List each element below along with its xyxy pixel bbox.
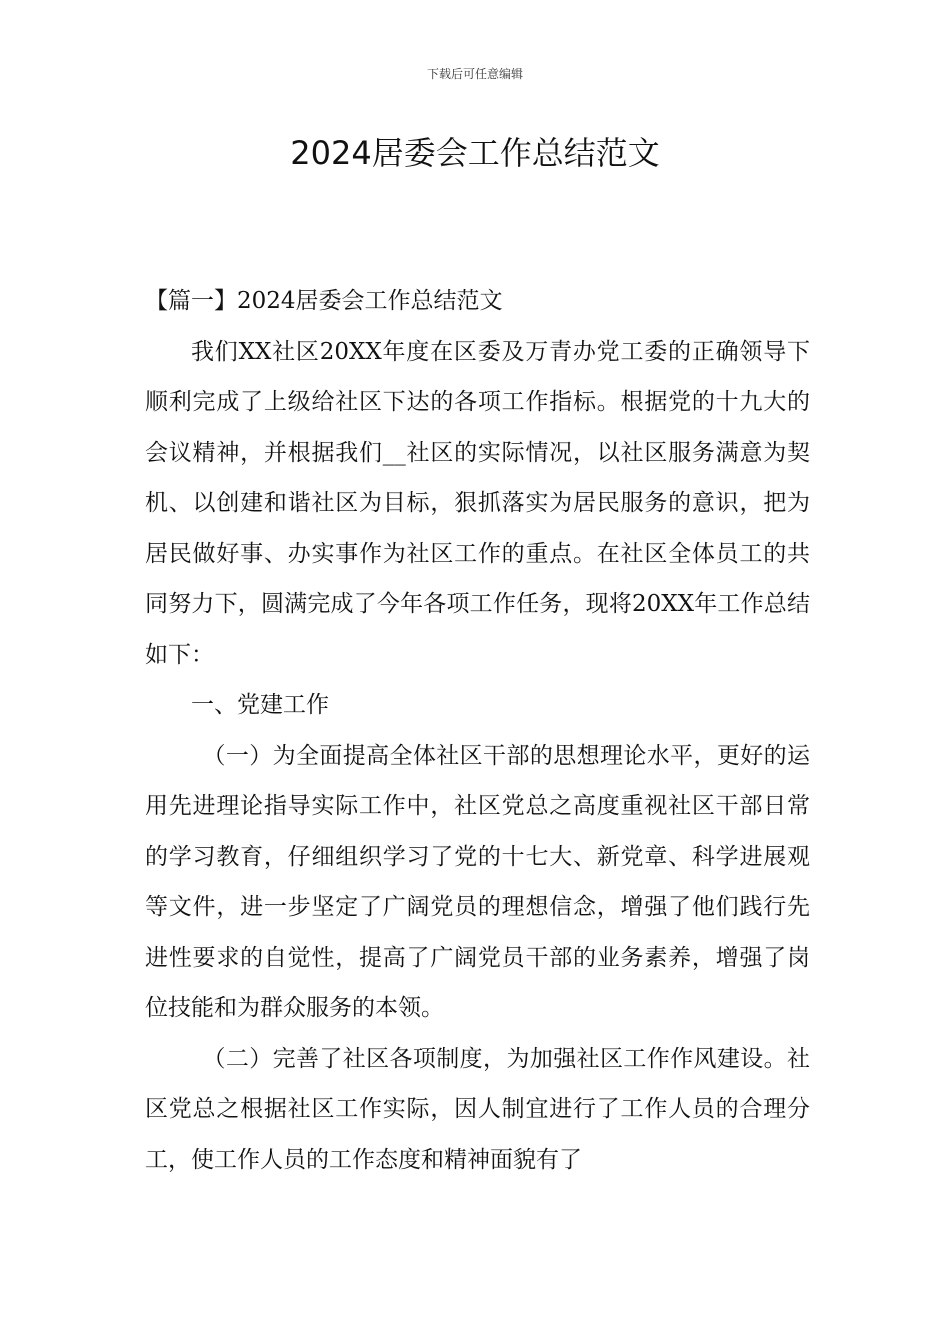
- document-body: [145, 276, 810, 1185]
- header-note: 下载后可任意编辑: [426, 67, 523, 81]
- paragraph-item-1: （一）为全面提高全体社区干部的思想理论水平，更好的运用先进理论指导实际工作中，社区党总之高度重视社区干部日常的学习教育，仔细组织学习了党的十七大、新党章、科学进展观等文件，进一步坚定了广阔党员的理想信念，增强了他们践行先进性要求的自觉性，提高了广阔党员干部的业务素养，增强了岗位技能和为群众服务的本领。: [145, 742, 810, 1021]
- paragraph-item-2: （二）完善了社区各项制度，为加强社区工作作风建设。社区党总之根据社区工作实际，因人制宜进行了工作人员的合理分工，使工作人员的工作态度和精神面貌有了: [145, 1045, 810, 1173]
- document-title: 2024居委会工作总结范文: [290, 134, 660, 172]
- section-heading: 【篇一】2024居委会工作总结范文: [145, 288, 503, 314]
- subheading-party-building: 一、党建工作: [191, 692, 329, 718]
- intro-paragraph: 我们XX社区20XX年度在区委及万青办党工委的正确领导下顺利完成了上级给社区下达的各项工作指标。根据党的十九大的会议精神，并根据我们__社区的实际情况，以社区服务满意为契机、以创建和谐社区为目标，狠抓落实为居民服务的意识，把为居民做好事、办实事作为社区工作的重点。在社区全体员工的共同努力下，圆满完成了今年各项工作任务，现将20XX年工作总结如下：: [145, 338, 810, 668]
